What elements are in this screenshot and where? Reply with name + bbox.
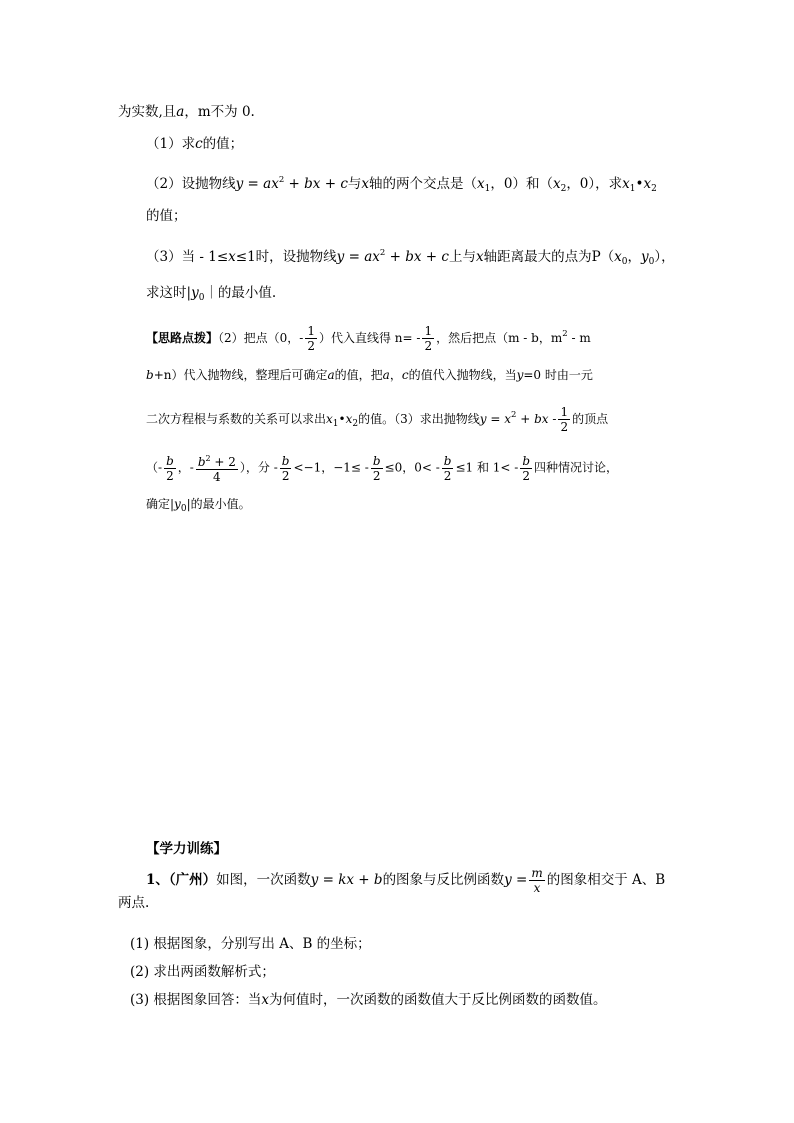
- hint-line-5: 确定$|y_0|$的最小值。: [146, 497, 251, 514]
- training-heading: 【学力训练】: [146, 841, 227, 857]
- hint-line-3: 二次方程根与系数的关系可以求出$x_1•x_2$的值。（3）求出抛物线$y = x^2$ + bx - $\frac{1}{2}$ 的顶点: [146, 405, 609, 434]
- sub-question-1: (1) 根据图象，分别写出 A、B 的坐标；: [130, 936, 371, 952]
- question-3-line-1: （3）当 - 1≤x≤1时，设抛物线$y = ax^2$ + bx + c上与x轴距离最大的点为$P(x_0$，$y_0$），: [146, 248, 675, 267]
- question-3-line-2: 求这时$|y_0|$的最小值.: [146, 285, 277, 303]
- question-2-line-2: 的值；: [146, 208, 187, 224]
- problem-intro-line: 为实数,且a，m不为 0.: [118, 104, 255, 120]
- sub-question-2: (2) 求出两函数解析式；: [130, 964, 275, 980]
- problem-1-line-2: 两点.: [118, 895, 150, 911]
- question-1: （1）求c的值；: [146, 136, 244, 152]
- sub-question-3: (3) 根据图象回答：当x为何值时，一次函数的函数值大于反比例函数的函数值。: [130, 992, 607, 1008]
- hint-line-1: 【思路点拨】（2）把点（0，- $\frac{1}{2}$ ）代入直线得 n= - $\frac{1}{2}$ ，然后把点（m - b，$m^2$ - m: [146, 324, 591, 353]
- hint-line-4: （- $\frac{b}{2}$ ，- $\frac{b^2 + 2}{4}$ ），分 - $\frac{b}{2}$ <−1，−1≤ - $\frac{b}{2}$ ≤0，0< - $\frac{b}{2}$ ≤1 和 1< - $\frac{b}{2}$ 四种情况讨论，: [146, 453, 619, 484]
- problem-1-line-1: 1、（广州）如图，一次函数y = kx + b的图象与反比例函数y = $\frac{m}{x}$ 的图象相交于 A、B: [146, 866, 666, 895]
- question-2-line-1: （2）设抛物线$y = ax^2$ + bx + c与x轴的两个交点是（$x_1$，0）和（$x_2$，0），求$x_1•x_2$: [146, 175, 657, 194]
- hint-line-2: b+n）代入抛物线，整理后可确定a的值，把a，c的值代入抛物线，当y=0 时由一元: [146, 368, 593, 382]
- hint-label: 【思路点拨】: [146, 331, 219, 345]
